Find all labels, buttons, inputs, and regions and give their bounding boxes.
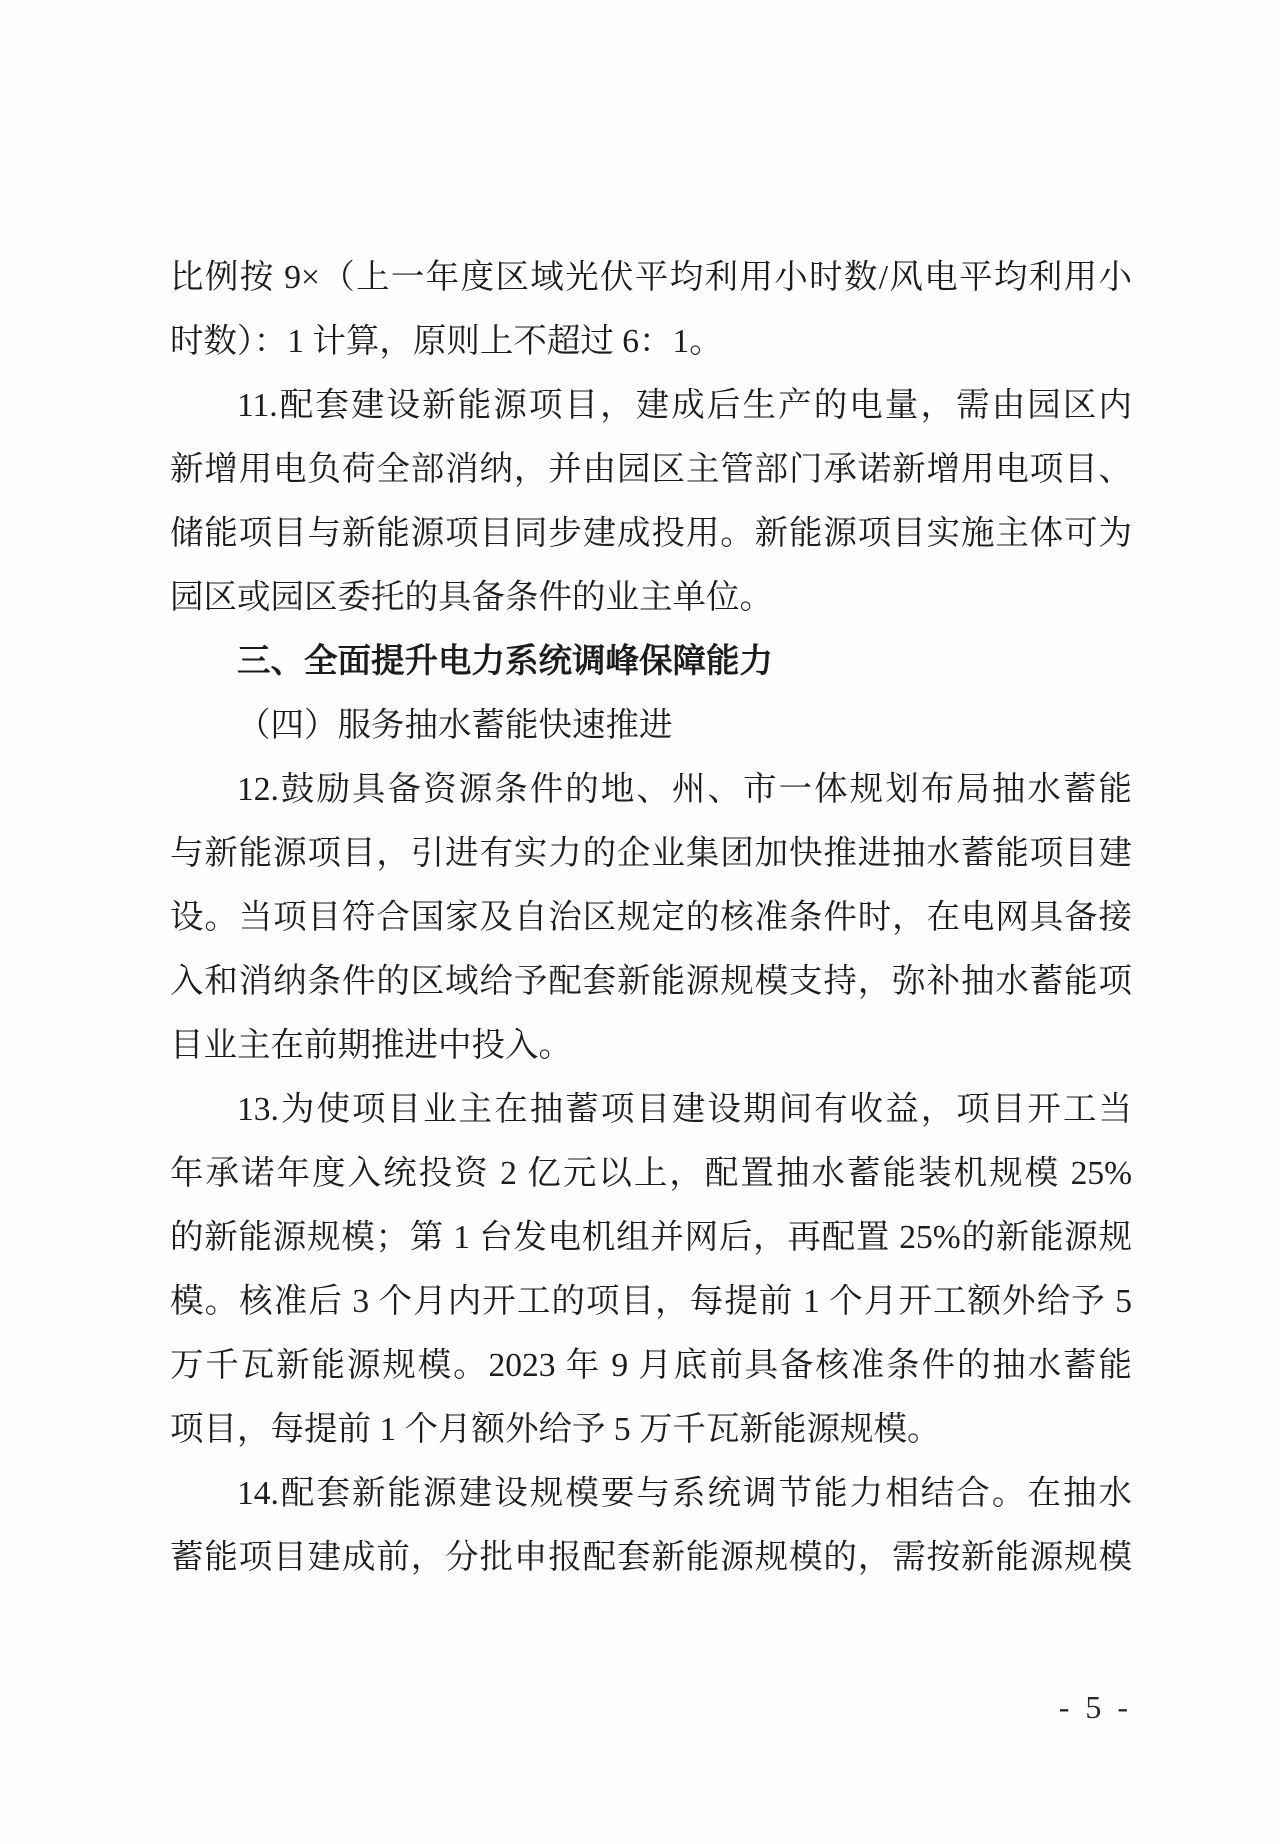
subsection-heading: （四）服务抽水蓄能快速推进 (237, 707, 673, 744)
text-line: 蓄能项目建成前，分批申报配套新能源规模的，需按新能源规模 (170, 1539, 1132, 1576)
paragraph-item-13 (170, 1078, 1132, 1462)
text-line: 11.配套建设新能源项目，建成后生产的电量，需由园区内 (237, 387, 1132, 424)
text-line: 14.配套新能源建设规模要与系统调节能力相结合。在抽水 (237, 1475, 1132, 1512)
paragraph-item-11 (170, 374, 1132, 630)
text-line: 与新能源项目，引进有实力的企业集团加快推进抽水蓄能项目建 (170, 835, 1132, 872)
text-line: 储能项目与新能源项目同步建成投用。新能源项目实施主体可为 (170, 515, 1132, 552)
document-body (170, 246, 1132, 1590)
text-line: 设。当项目符合国家及自治区规定的核准条件时，在电网具备接 (170, 899, 1132, 936)
section-heading: 三、全面提升电力系统调峰保障能力 (237, 643, 773, 680)
text-line: 项目，每提前 1 个月额外给予 5 万千瓦新能源规模。 (170, 1411, 941, 1448)
text-line: 年承诺年度入统投资 2 亿元以上，配置抽水蓄能装机规模 25% (170, 1155, 1132, 1192)
text-line: 新增用电负荷全部消纳，并由园区主管部门承诺新增用电项目、 (170, 451, 1132, 488)
paragraph-continued (170, 246, 1132, 374)
text-line: 的新能源规模；第 1 台发电机组并网后，再配置 25%的新能源规 (170, 1219, 1132, 1256)
paragraph-item-12 (170, 758, 1132, 1078)
text-line: 目业主在前期推进中投入。 (170, 1027, 572, 1064)
text-line: 园区或园区委托的具备条件的业主单位。 (170, 579, 773, 616)
text-line: 万千瓦新能源规模。2023 年 9 月底前具备核准条件的抽水蓄能 (170, 1347, 1132, 1384)
text-line: 12.鼓励具备资源条件的地、州、市一体规划布局抽水蓄能 (237, 771, 1132, 808)
text-line: 入和消纳条件的区域给予配套新能源规模支持，弥补抽水蓄能项 (170, 963, 1132, 1000)
text-line: 时数）：1 计算，原则上不超过 6：1。 (170, 323, 723, 360)
text-line: 13.为使项目业主在抽蓄项目建设期间有收益，项目开工当 (237, 1091, 1132, 1128)
paragraph-item-14 (170, 1462, 1132, 1590)
text-line: 模。核准后 3 个月内开工的项目，每提前 1 个月开工额外给予 5 (170, 1283, 1132, 1320)
text-line: 比例按 9×（上一年度区域光伏平均利用小时数/风电平均利用小 (170, 259, 1132, 296)
page-number: - 5 - (1058, 1689, 1132, 1725)
